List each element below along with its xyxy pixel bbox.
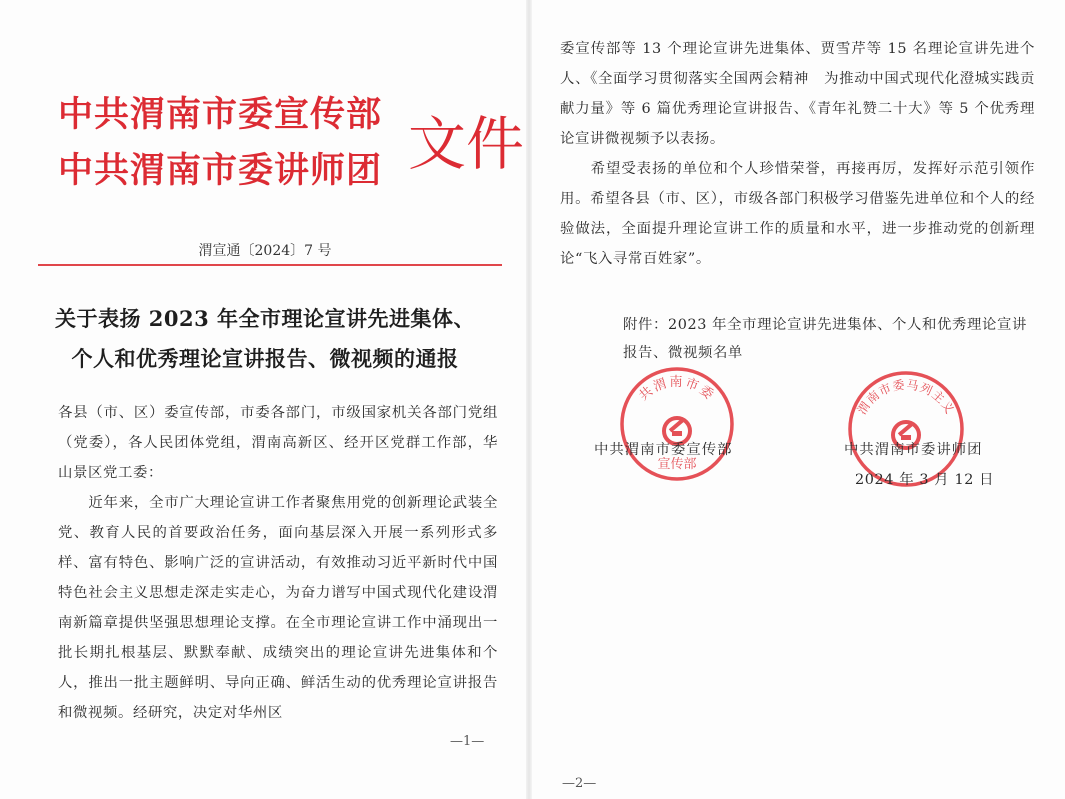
title-line-2: 个人和优秀理论宣讲报告、微视频的通报: [71, 346, 459, 371]
page-gutter: [526, 0, 532, 799]
signature-right: 中共渭南市委讲师团: [844, 442, 983, 458]
signature-left: 中共渭南市委宣传部: [594, 442, 733, 458]
title-line-1: 关于表扬 2023 年全市理论宣讲先进集体、: [54, 306, 476, 331]
issuer-line-2: 中共渭南市委讲师团: [58, 150, 383, 191]
body-paragraph-2: 委宣传部等 13 个理论宣讲先进集体、贾雪芹等 15 名理论宣讲先进个人、《全面学习贯彻落实全国两会精神 为推动中国式现代化澄城实践贡献力量》等 6 篇优秀理论宣讲报告、《青年礼赞二十大》等 5 个优秀理论宣讲微视频予以表扬。: [560, 41, 1035, 147]
page-number-right: —2—: [562, 776, 597, 791]
page-number-left: —1—: [450, 734, 485, 749]
document-number: 渭宣通〔2024〕7 号: [198, 243, 332, 259]
svg-text:共渭南市委: 共渭南市委: [636, 375, 718, 404]
svg-text:宣传部: 宣传部: [657, 457, 697, 472]
body-paragraph-3: 希望受表扬的单位和个人珍惜荣誉，再接再厉，发挥好示范引领作用。希望各县（市、区），市级各部门积极学习借鉴先进单位和个人的经验做法，全面提升理论宣讲工作的质量和水平，进一步推动党的创新理论“飞入寻常百姓家”。: [560, 161, 1035, 267]
red-divider: [38, 264, 502, 266]
document-word: 文件: [408, 110, 525, 178]
svg-text:渭南市委马列主义: 渭南市委马列主义: [854, 377, 958, 417]
body-paragraph-1: 近年来，全市广大理论宣讲工作者聚焦用党的创新理论武装全党、教育人民的首要政治任务，面向基层深入开展一系列形式多样、富有特色、影响广泛的宣讲活动，有效推动习近平新时代中国特色社会主义思想走深走实走心，为奋力谱写中国式现代化建设渭南新篇章提供坚强思想理论支撑。在全市理论宣讲工作中涌现出一批长期扎根基层、默默奉献、成绩突出的理论宣讲先进集体和个人，推出一批主题鲜明、导向正确、鲜活生动的优秀理论宣讲报告和微视频。经研究，决定对华州区: [58, 495, 498, 721]
issue-date: 2024 年 3 月 12 日: [855, 472, 995, 488]
addressee: 各县（市、区）委宣传部，市委各部门，市级国家机关各部门党组（党委），各人民团体党组，渭南高新区、经开区党群工作部，华山景区党工委：: [58, 405, 498, 481]
attachment-note: 附件：2023 年全市理论宣讲先进集体、个人和优秀理论宣讲报告、微视频名单: [623, 317, 1027, 361]
seal-left-stamp: [618, 365, 736, 483]
issuer-line-1: 中共渭南市委宣传部: [58, 94, 383, 135]
